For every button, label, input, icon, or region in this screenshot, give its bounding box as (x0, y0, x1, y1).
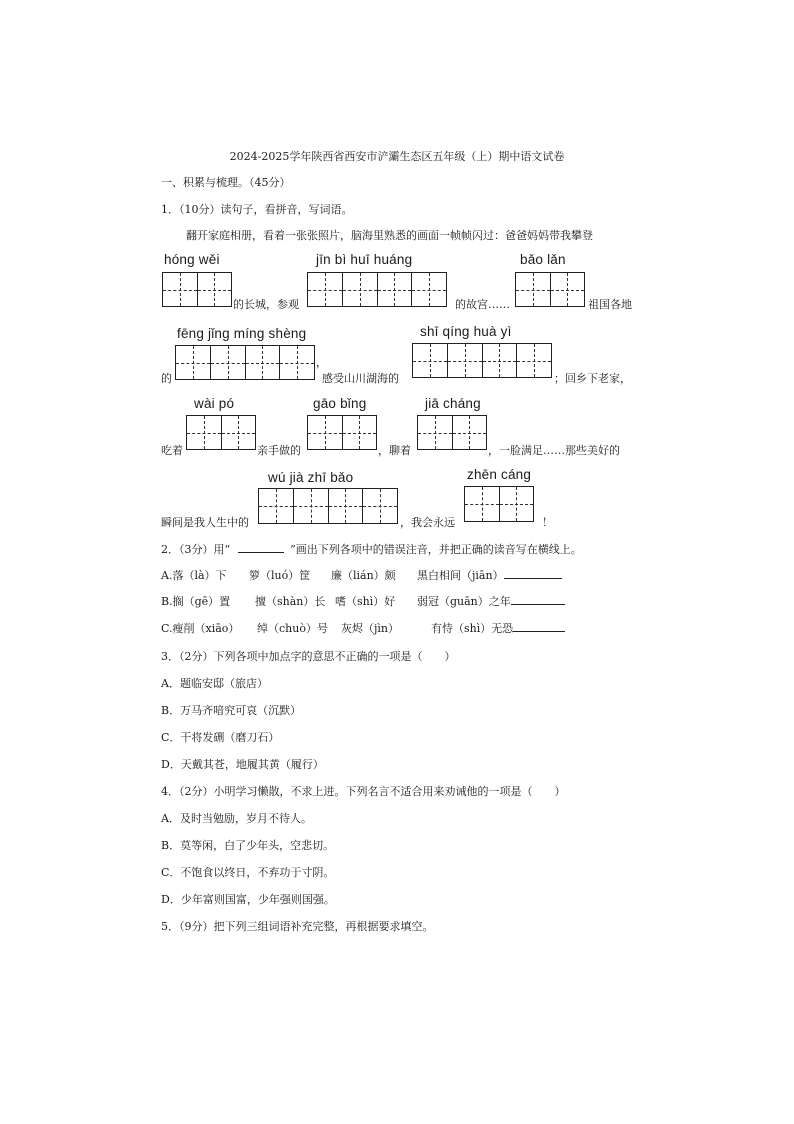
q2-option-a (161, 567, 562, 583)
section-heading: 一、积累与梳理。（45分） (161, 176, 291, 189)
pinyin-fengjingmingsheng: fēng jǐng míng shèng (177, 326, 307, 341)
pinyin-baolan: bǎo lǎn (520, 252, 566, 267)
tianzige-grid[interactable] (464, 486, 534, 522)
q3-stem: 3．（2分）下列各项中加点字的意思不正确的一项是（ ） (161, 650, 456, 663)
q1-stem: 1．（10分）读句子，看拼音，写词语。 (161, 203, 353, 216)
tianzige-grid[interactable] (258, 488, 398, 524)
sentence-text: 瞬间是我人生中的 (161, 516, 249, 529)
q2-word: 弱冠（guān）之年 (417, 595, 511, 608)
q2-word: 绰（chuò）号 (257, 622, 328, 635)
sentence-text: 感受山川湖海的 (322, 372, 399, 385)
q2-stem-start: 2．（3分）用“ (161, 543, 231, 556)
sentence-text: 吃着 (161, 444, 183, 457)
pinyin-jinbihuihuang: jīn bì huī huáng (316, 252, 413, 267)
sentence-text: ！ (542, 516, 553, 529)
tianzige-grid[interactable] (175, 345, 315, 380)
tianzige-grid[interactable] (515, 272, 585, 307)
q1-intro: 翻开家庭相册，看着一张张照片，脑海里熟悉的画面一帧帧闪过：爸爸妈妈带我攀登 (186, 229, 593, 242)
sentence-text: 的 (161, 372, 172, 385)
sentence-text: 的长城，参观 (233, 298, 299, 311)
q2-word: 有恃（shì）无恐 (431, 622, 514, 635)
q3-option-c[interactable]: C．干将发硎（磨刀石） (161, 731, 280, 744)
q2-option-b (161, 593, 565, 609)
sentence-text: ；回乡下老家， (554, 372, 631, 385)
q3-option-d[interactable]: D．天戴其苍，地履其黄（履行） (161, 758, 324, 771)
q2-word: B.搁（gē）置 (161, 595, 231, 608)
q3-option-b[interactable]: B．万马齐喑究可哀（沉默） (161, 704, 302, 717)
pinyin-gaobing: gāo bǐng (313, 396, 367, 411)
sentence-text: 亲手做的 (257, 444, 301, 457)
tianzige-grid[interactable] (417, 415, 487, 450)
answer-blank[interactable] (513, 620, 565, 632)
q2-word: 廉（lián）颇 (331, 569, 396, 582)
sentence-text: ，聊着 (378, 444, 411, 457)
q2-word: 黑白相间（jiān） (417, 569, 504, 582)
q2-word: A.落（là）下 (161, 569, 227, 582)
tianzige-grid[interactable] (307, 415, 377, 450)
tianzige-grid[interactable] (162, 272, 232, 307)
q2-word: 嗜（shì）好 (335, 595, 396, 608)
q2-word: 箩（luó）筐 (249, 569, 311, 582)
q3-option-a[interactable]: A．题临安邸（旅店） (161, 677, 268, 690)
tianzige-grid[interactable] (307, 272, 447, 307)
tianzige-grid[interactable] (412, 343, 552, 378)
sentence-text: ， (316, 356, 327, 369)
pinyin-hongwei: hóng wěi (164, 252, 220, 267)
q2-word: C.瘦削（xiāo） (161, 622, 240, 635)
sentence-text: 祖国各地 (588, 298, 632, 311)
q2-stem-end: ”画出下列各项中的错误注音，并把正确的读音写在横线上。 (290, 543, 582, 556)
q2-word: 擅（shàn）长 (255, 595, 326, 608)
sentence-text: ，一脸满足……那些美好的 (488, 444, 620, 457)
q4-option-d[interactable]: D．少年富则国富，少年强则国强。 (161, 893, 335, 906)
tianzige-grid[interactable] (186, 415, 256, 450)
pinyin-shiqinghuayi: shī qíng huà yì (420, 324, 512, 339)
q5-stem: 5．（9分）把下列三组词语补充完整，再根据要求填空。 (161, 920, 434, 933)
q4-option-b[interactable]: B．莫等闲，白了少年头，空悲切。 (161, 839, 335, 852)
pinyin-jiachang: jiā cháng (425, 396, 481, 411)
answer-blank[interactable] (511, 593, 565, 605)
q2-option-c (161, 620, 565, 636)
pinyin-wujiazhibao: wú jià zhī bǎo (268, 470, 354, 485)
q2-word: 灰烬（jìn） (341, 622, 400, 635)
exam-title: 2024-2025学年陕西省西安市浐灞生态区五年级（上）期中语文试卷 (229, 150, 565, 163)
q4-stem: 4．（2分）小明学习懒散，不求上进。下列名言不适合用来劝诫他的一项是（ ） (161, 785, 566, 798)
pinyin-zhencang: zhēn cáng (467, 467, 532, 482)
q4-option-a[interactable]: A．及时当勉励，岁月不待人。 (161, 812, 312, 825)
q4-option-c[interactable]: C．不饱食以终日，不弃功于寸阴。 (161, 866, 335, 879)
sentence-text: ，我会永远 (400, 516, 455, 529)
answer-blank[interactable] (504, 567, 562, 579)
sentence-text: 的故宫…… (455, 298, 510, 311)
pinyin-waipo: wài pó (194, 396, 235, 411)
q2-stem-blank (238, 541, 284, 553)
q2-stem (161, 541, 582, 557)
